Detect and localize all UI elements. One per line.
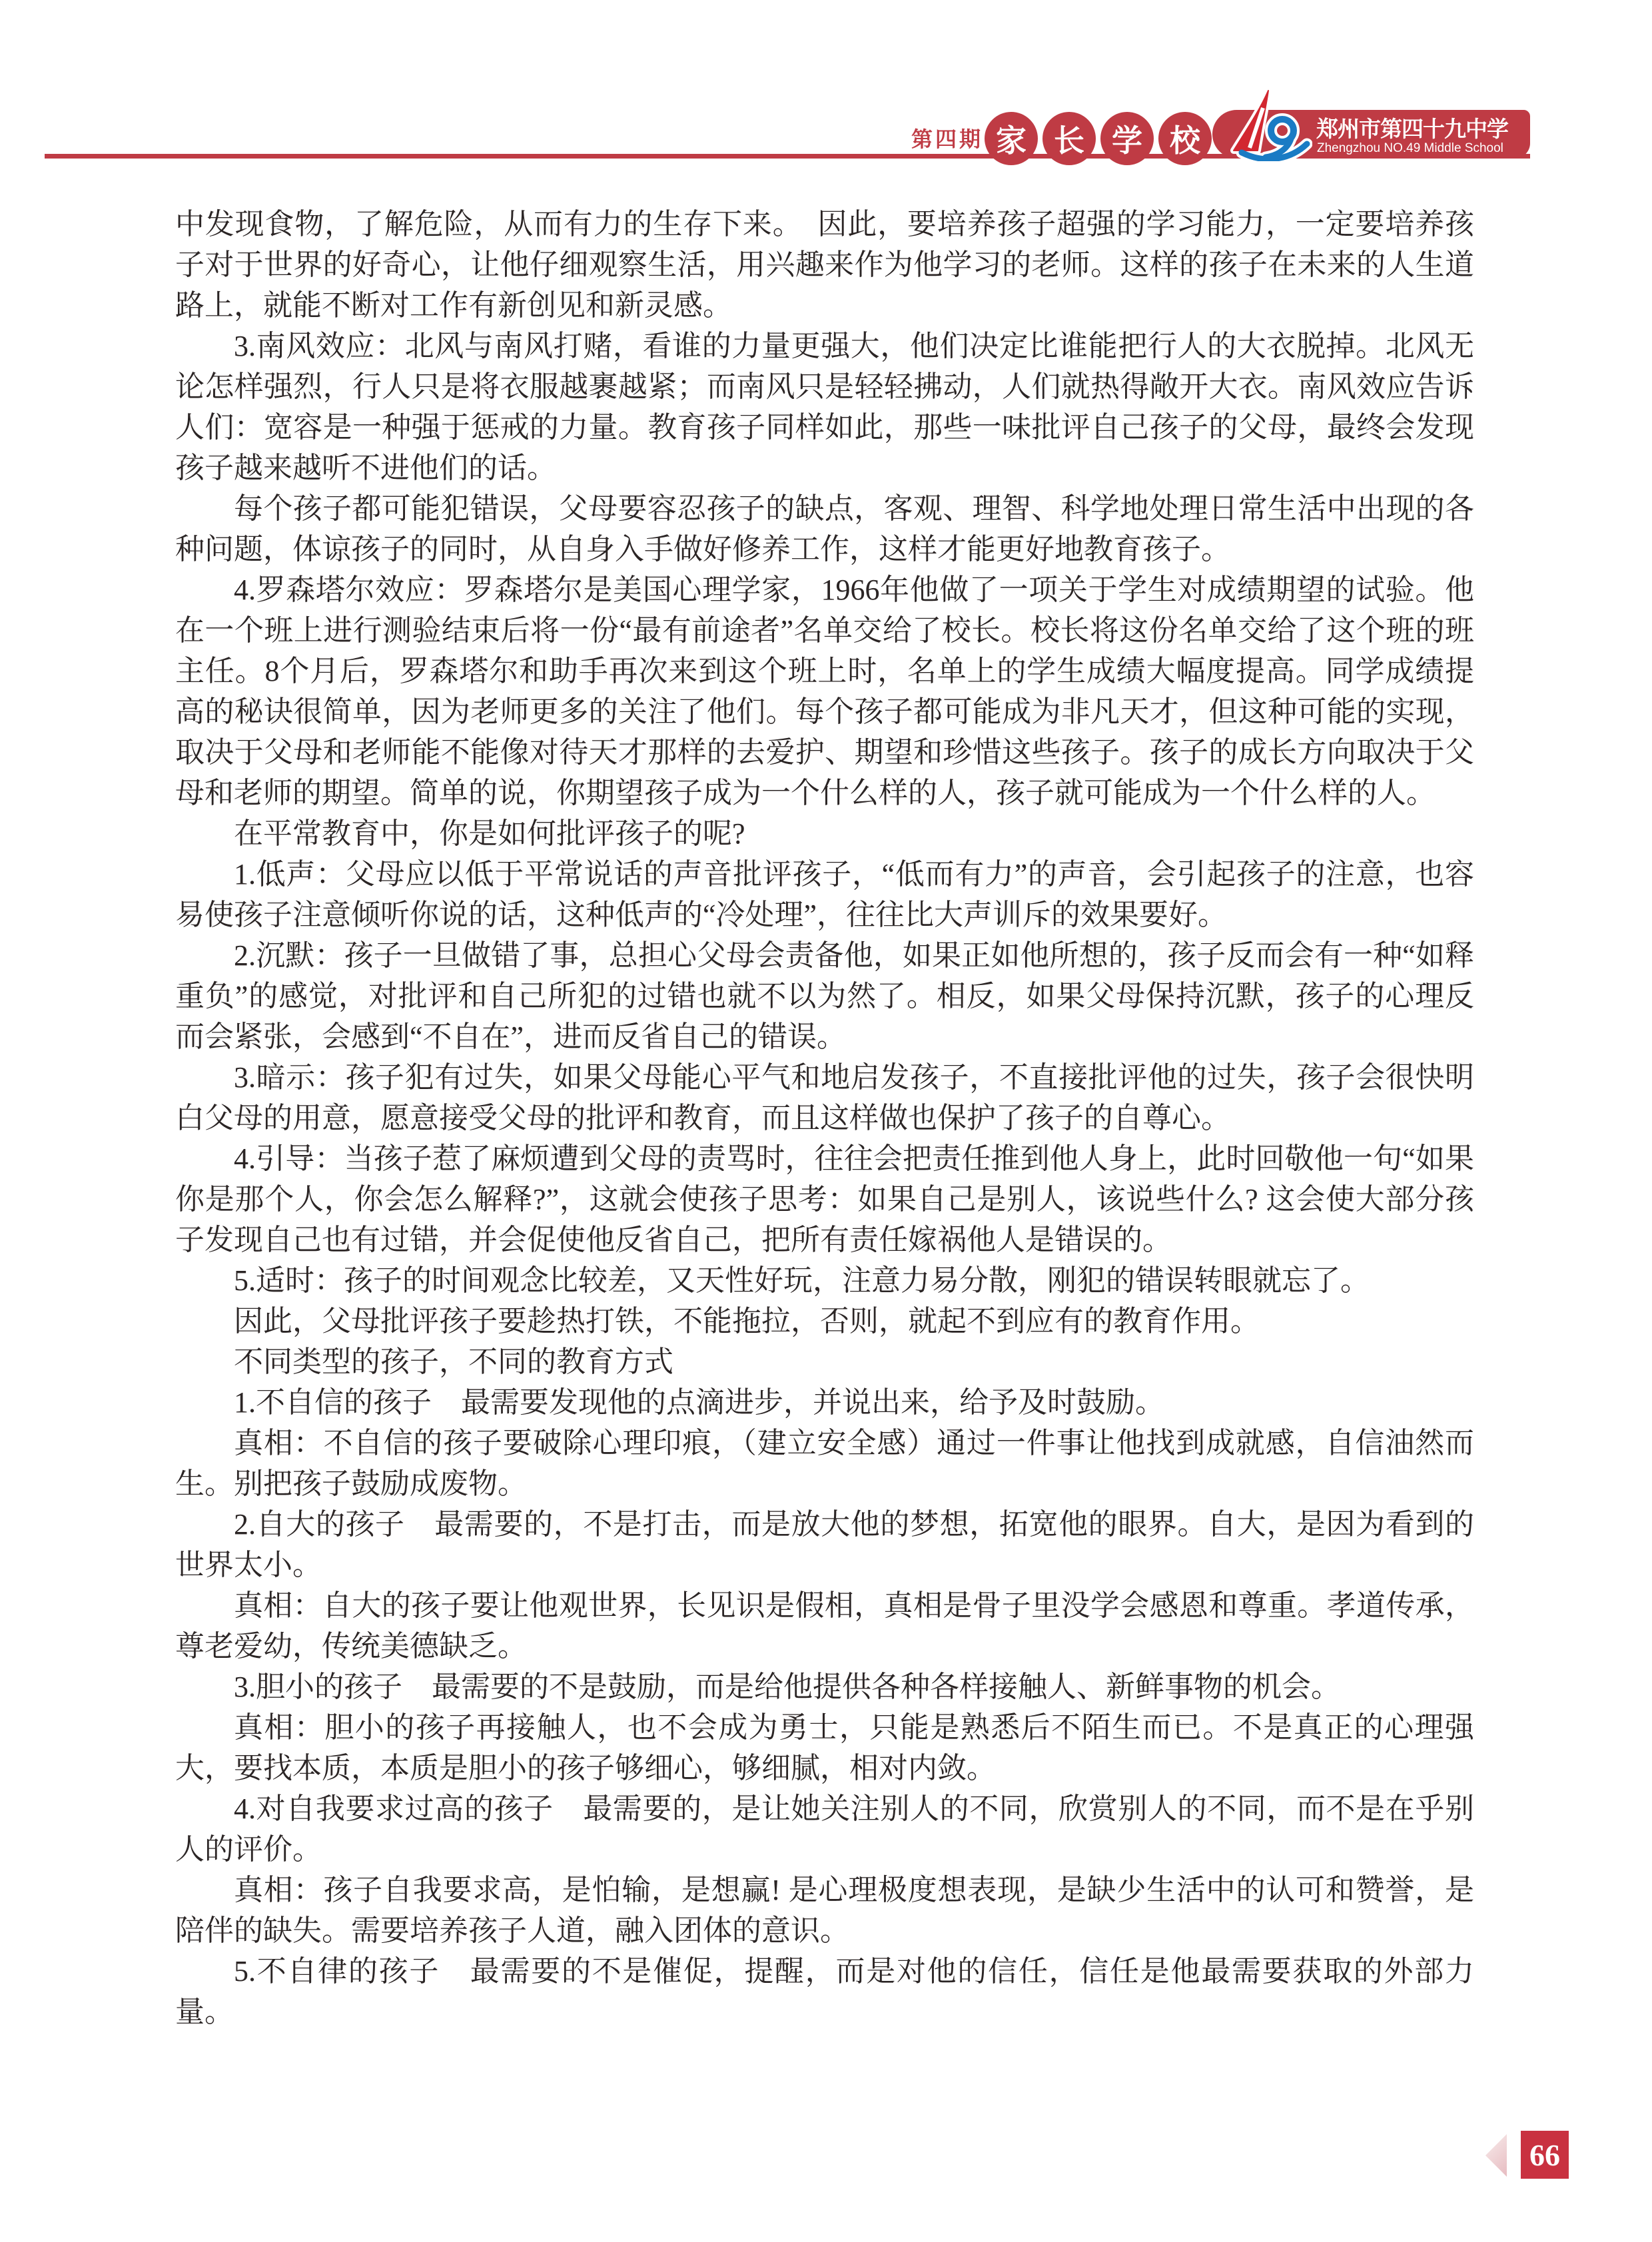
paragraph: 5.适时：孩子的时间观念比较差，又天性好玩，注意力易分散，刚犯的错误转眼就忘了。 (234, 1264, 1370, 1297)
school-name-en: Zhengzhou NO.49 Middle School (1317, 141, 1503, 155)
paragraph: 1.不自信的孩子 最需要发现他的点滴进步，并说出来，给予及时鼓励。 (234, 1386, 1164, 1419)
masthead-badge (1042, 112, 1096, 165)
paragraph: 5.不自律的孩子 最需要的不是催促，提醒，而是对他的信任，信任是他最需要获取的外部力量。 (175, 1955, 1474, 2028)
article-body (175, 204, 1474, 2032)
paragraph: 真相：孩子自我要求高，是怕输，是想赢! 是心理极度想表现，是缺少生活中的认可和赞誉，是陪伴的缺失。需要培养孩子人道，融入团体的意识。 (175, 1874, 1474, 1947)
issue-label: 第四期 (911, 127, 984, 151)
masthead-badge (985, 112, 1038, 165)
masthead-char: 学 (1112, 123, 1142, 158)
sailboat-49-logo-icon (1224, 89, 1312, 161)
paragraph: 1.低声：父母应以低于平常说话的声音批评孩子，“低而有力”的声音，会引起孩子的注意，也容易使孩子注意倾听你说的话，这种低声的“冷处理”，往往比大声训斥的效果要好。 (175, 858, 1474, 931)
paragraph: 4.引导：当孩子惹了麻烦遭到父母的责骂时，往往会把责任推到他人身上，此时回敬他一句“如果你是那个人，你会怎么解释?”，这就会使孩子思考：如果自己是别人，该说些什么? 这会使大部分孩子发现自己也有过错，并会促使他反省自己，把所有责任嫁祸他人是错误的。 (175, 1142, 1474, 1256)
paragraph: 4.罗森塔尔效应：罗森塔尔是美国心理学家，1966年他做了一项关于学生对成绩期望的试验。他在一个班上进行测验结束后将一份“最有前途者”名单交给了校长。校长将这份名单交给了这个班的班主任。8个月后，罗森塔尔和助手再次来到这个班上时，名单上的学生成绩大幅度提高。同学成绩提高的秘诀很简单，因为老师更多的关注了他们。每个孩子都可能成为非凡天才，但这种可能的实现，取决于父母和老师能不能像对待天才那样的去爱护、期望和珍惜这些孩子。孩子的成长方向取决于父母和老师的期望。简单的说，你期望孩子成为一个什么样的人，孩子就可能成为一个什么样的人。 (175, 573, 1474, 809)
paragraph: 真相：胆小的孩子再接触人，也不会成为勇士，只能是熟悉后不陌生而已。不是真正的心理强大，要找本质，本质是胆小的孩子够细心，够细腻，相对内敛。 (175, 1711, 1474, 1784)
school-name-cn: 郑州市第四十九中学 (1316, 118, 1508, 142)
paragraph: 3.南风效应：北风与南风打赌，看谁的力量更强大，他们决定比谁能把行人的大衣脱掉。北风无论怎样强烈，行人只是将衣服越裹越紧；而南风只是轻轻拂动，人们就热得敞开大衣。南风效应告诉人们：宽容是一种强于惩戒的力量。教育孩子同样如此，那些一味批评自己孩子的父母，最终会发现孩子越来越听不进他们的话。 (175, 330, 1474, 484)
page-number: 66 (1529, 2137, 1560, 2172)
page-number-badge (1521, 2131, 1569, 2179)
paragraph: 2.沉默：孩子一旦做错了事，总担心父母会责备他，如果正如他所想的，孩子反而会有一种“如释重负”的感觉，对批评和自己所犯的过错也就不以为然了。相反，如果父母保持沉默，孩子的心理反而会紧张，会感到“不自在”，进而反省自己的错误。 (175, 939, 1474, 1053)
masthead-badge (1100, 112, 1154, 165)
paragraph: 3.胆小的孩子 最需要的不是鼓励，而是给他提供各种各样接触人、新鲜事物的机会。 (234, 1671, 1340, 1703)
paragraph: 真相：自大的孩子要让他观世界，长见识是假相，真相是骨子里没学会感恩和尊重。孝道传承，尊老爱幼，传统美德缺乏。 (175, 1589, 1474, 1663)
paragraph: 3.暗示：孩子犯有过失，如果父母能心平气和地启发孩子，不直接批评他的过失，孩子会很快明白父母的用意，愿意接受父母的批评和教育，而且这样做也保护了孩子的自尊心。 (175, 1061, 1474, 1134)
paragraph: 在平常教育中，你是如何批评孩子的呢? (234, 817, 745, 850)
paragraph: 中发现食物，了解危险，从而有力的生存下来。 因此，要培养孩子超强的学习能力，一定要培养孩子对于世界的好奇心，让他仔细观察生活，用兴趣来作为他学习的老师。这样的孩子在未来的人生道路上，就能不断对工作有新创见和新灵感。 (175, 208, 1474, 322)
page-triangle-icon (1485, 2134, 1507, 2177)
masthead-badge (1158, 112, 1212, 165)
masthead-char: 长 (1054, 123, 1084, 158)
paragraph: 4.对自我要求过高的孩子 最需要的，是让她关注别人的不同，欣赏别人的不同，而不是在乎别人的评价。 (175, 1792, 1474, 1866)
paragraph: 2.自大的孩子 最需要的，不是打击，而是放大他的梦想，拓宽他的眼界。自大，是因为看到的世界太小。 (175, 1508, 1474, 1581)
masthead-char: 校 (1170, 123, 1200, 158)
paragraph: 因此，父母批评孩子要趁热打铁，不能拖拉，否则，就起不到应有的教育作用。 (234, 1305, 1260, 1337)
paragraph: 真相：不自信的孩子要破除心理印痕，（建立安全感）通过一件事让他找到成就感，自信油然而生。别把孩子鼓励成废物。 (175, 1427, 1474, 1500)
masthead-char: 家 (996, 123, 1027, 158)
section-heading: 不同类型的孩子，不同的教育方式 (234, 1345, 673, 1378)
paragraph: 每个孩子都可能犯错误，父母要容忍孩子的缺点，客观、理智、科学地处理日常生活中出现的各种问题，体谅孩子的同时，从自身入手做好修养工作，这样才能更好地教育孩子。 (175, 492, 1474, 565)
